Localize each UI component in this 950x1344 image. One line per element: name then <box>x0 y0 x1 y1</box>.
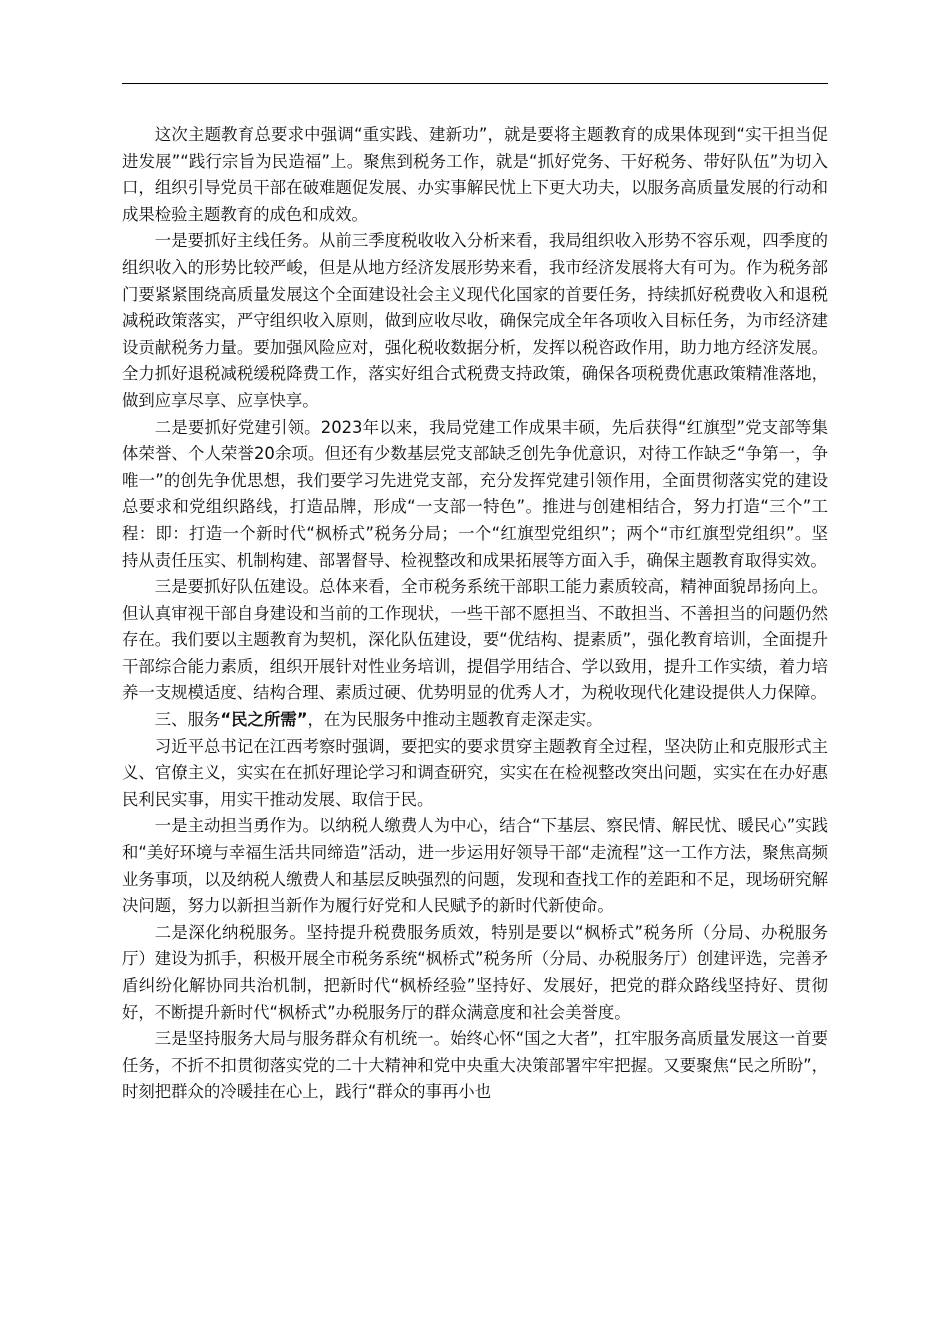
section-heading-three <box>122 707 828 734</box>
paragraph-intro: 这次主题教育总要求中强调“重实践、建新功”，就是要将主题教育的成果体现到“实干担当促进发展”“践行宗旨为民造福”上。聚焦到税务工作，就是“抓好党务、干好税务、带好队伍”为切入口，组织引导党员干部在破难题促发展、办实事解民忧上下更大功夫，以服务高质量发展的行动和成果检验主题教育的成色和成效。 <box>122 125 828 224</box>
paragraph-tax-service: 二是深化纳税服务。坚持提升税费服务质效，特别是要以“枫桥式”税务所（分局、办税服务厅）建设为抓手，积极开展全市税务系统“枫桥式”税务所（分局、办税服务厅）创建评选，完善矛盾纠纷化解协同共治机制，把新时代“枫桥经验”坚持好、发展好，把党的群众路线坚持好、贯彻好，不断提升新时代“枫桥式”办税服务厅的群众满意度和社会美誉度。 <box>122 922 828 1022</box>
paragraph-party-building: 二是要抓好党建引领。2023年以来，我局党建工作成果丰硕，先后获得“红旗型”党支部等集体荣誉、个人荣誉20余项。但还有少数基层党支部缺乏创先争优意识，对待工作缺乏“争第一，争唯一”的创先争优思想，我们要学习先进党支部，充分发挥党建引领作用，全面贯彻落实党的建设总要求和党组织路线，打造品牌，形成“一支部一特色”。推进与创建相结合，努力打造“三个”工程：即：打造一个新时代“枫桥式”税务分局；一个“红旗型党组织”；两个“市红旗型党组织”。坚持从责任压实、机制构建、部署督导、检视整改和成果拓展等方面入手，确保主题教育取得实效。 <box>122 417 828 570</box>
paragraph-main-task: 一是要抓好主线任务。从前三季度税收收入分析来看，我局组织收入形势不容乐观，四季度的组织收入的形势比较严峻，但是从地方经济发展形势来看，我市经济发展将大有可为。作为税务部门要紧紧围绕高质量发展这个全面建设社会主义现代化国家的首要任务，持续抓好税费收入和退税减税政策落实，严守组织收入原则，做到应收尽收，确保完成全年各项收入目标任务，为市经济建设贡献税务力量。要加强风险应对，强化税收数据分析，发挥以税咨政作用，助力地方经济发展。全力抓好退税减税缓税降费工作，落实好组合式税费支持政策，确保各项税费优惠政策精准落地，做到应享尽享、应享快享。 <box>122 231 828 410</box>
paragraph-team-building: 三是要抓好队伍建设。总体来看，全市税务系统干部职工能力素质较高，精神面貌昂扬向上。但认真审视干部自身建设和当前的工作现状，一些干部不愿担当、不敢担当、不善担当的问题仍然存在。我们要以主题教育为契机，深化队伍建设，要“优结构、提素质”，强化教育培训，全面提升干部综合能力素质，组织开展针对性业务培训，提倡学用结合、学以致用，提升工作实绩，着力培养一支规模适度、结构合理、素质过硬、优势明显的优秀人才，为税收现代化建设提供人力保障。 <box>122 577 828 703</box>
section-heading-quote: “民之所需” <box>220 710 308 730</box>
section-heading-prefix: 三、服务 <box>154 710 221 730</box>
paragraph-serve-overall: 三是坚持服务大局与服务群众有机统一。始终心怀“国之大者”，扛牢服务高质量发展这一首要任务，不折不扣贯彻落实党的二十大精神和党中央重大决策部署牢牢把握。又要聚焦“民之所盼”，时刻把群众的冷暖挂在心上，践行“群众的事再小也 <box>122 1029 828 1102</box>
paragraph-xi-jiangxi: 习近平总书记在江西考察时强调，要把实的要求贯穿主题教育全过程，坚决防止和克服形式主义、官僚主义，实实在在抓好理论学习和调查研究，实实在在检视整改突出问题，实实在在办好惠民利民实事，用实干推动发展、取信于民。 <box>122 736 828 809</box>
section-heading-suffix: ，在为民服务中推动主题教育走深走实。 <box>307 710 603 730</box>
header-rule <box>122 83 828 84</box>
document-body <box>122 122 828 1106</box>
paragraph-take-initiative: 一是主动担当勇作为。以纳税人缴费人为中心，结合“下基层、察民情、解民忧、暖民心”实践和“美好环境与幸福生活共同缔造”活动，进一步运用好领导干部“走流程”这一工作方法，聚焦高频业务事项，以及纳税人缴费人和基层反映强烈的问题，发现和查找工作的差距和不足，现场研究解决问题，努力以新担当新作为履行好党和人民赋予的新时代新使命。 <box>122 816 828 916</box>
